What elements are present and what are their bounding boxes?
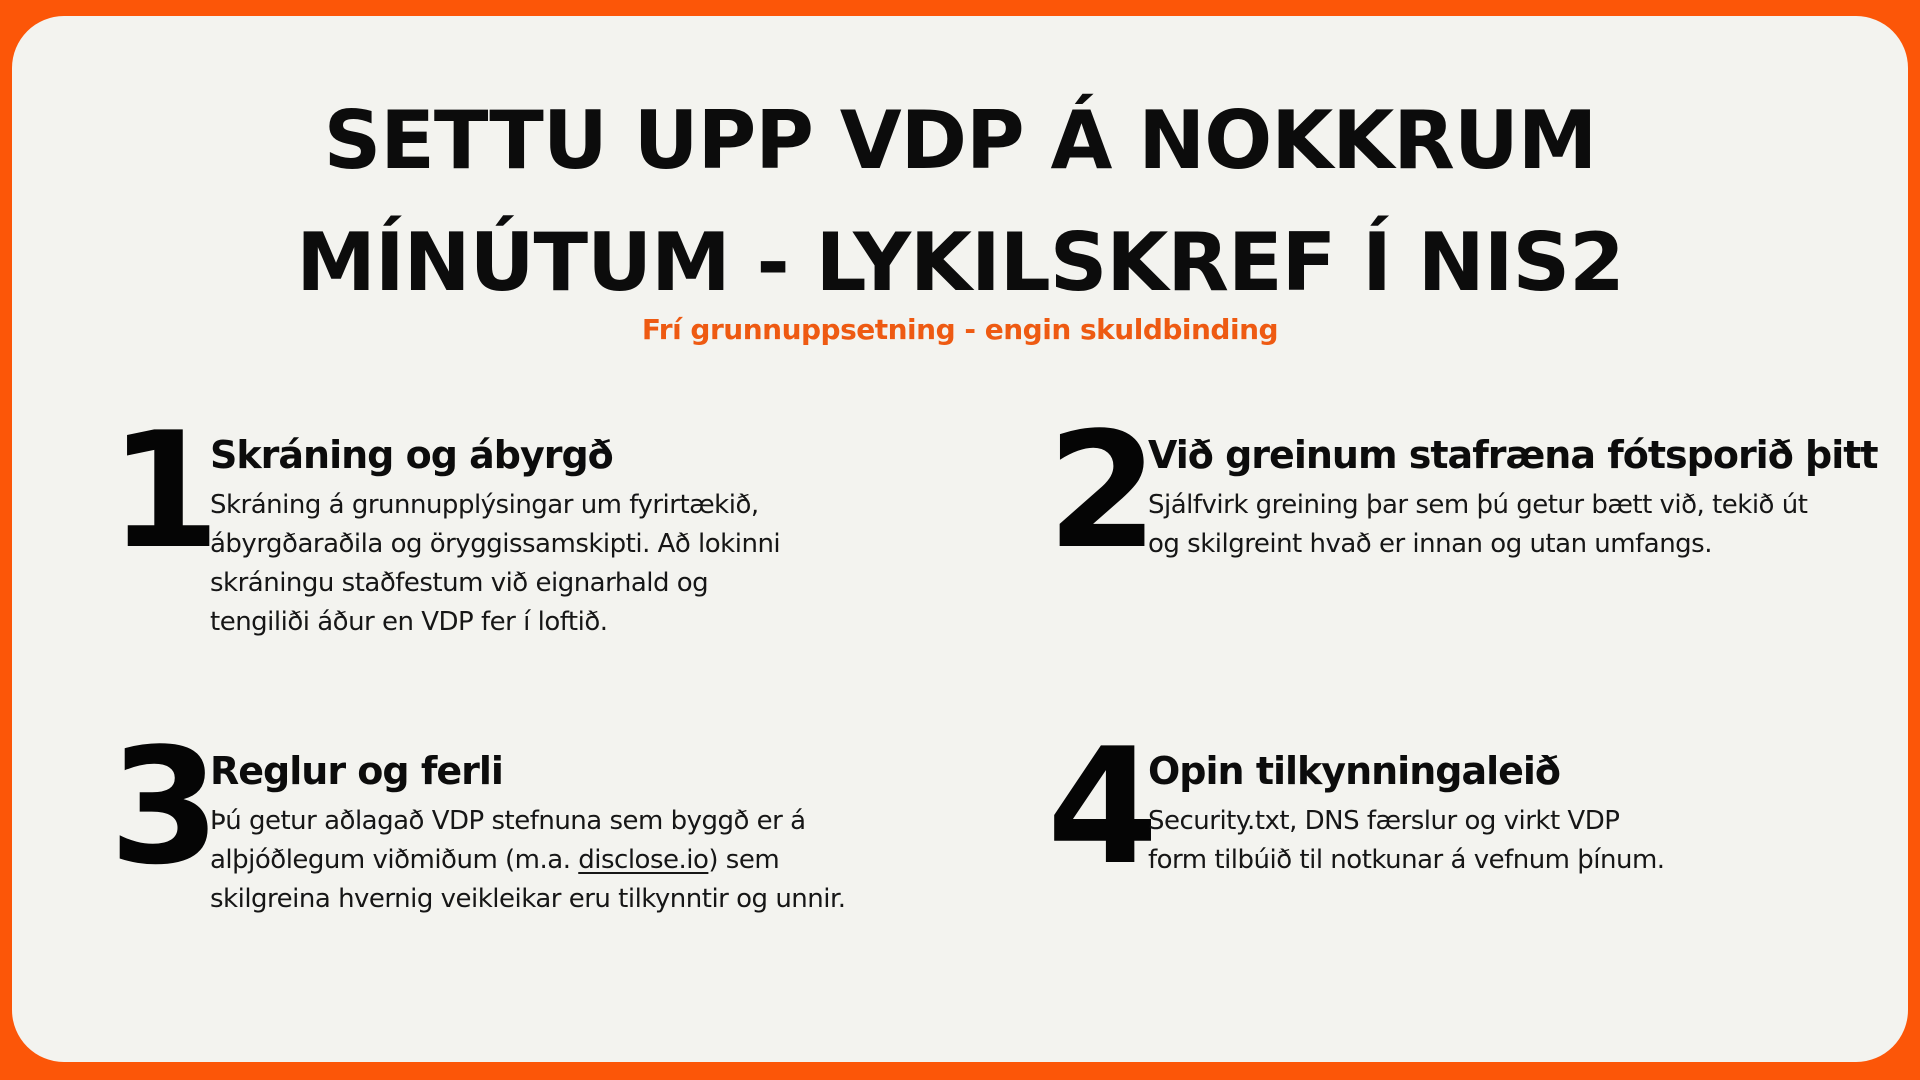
step-number: 4 [1047,713,1155,900]
step-number: 3 [109,713,217,900]
disclose-io-link[interactable]: disclose.io [578,845,709,875]
step-description-line: tengiliði áður en VDP fer í loftið. [210,607,608,637]
subtitle: Frí grunnuppsetning - engin skuldbinding [641,313,1279,346]
step-description-line: Skráning á grunnupplýsingar um fyrirtækið, [210,490,759,520]
step-3 [109,713,929,952]
step-2 [1047,397,1878,616]
step-title: Skráning og ábyrgð [210,433,613,477]
step-description-line: ábyrgðaraðila og öryggissamskipti. Að lokinni [210,529,781,559]
step-description [1148,486,1807,564]
step-description [210,802,846,919]
page-title-line-1: SETTU UPP VDP Á NOKKRUM [323,94,1597,187]
step-description-line: form tilbúið til notkunar á vefnum þínum. [1148,845,1665,875]
content-card [12,16,1908,1062]
step-description-line: skilgreina hvernig veikleikar eru tilkynntir og unnir. [210,884,846,914]
step-title: Reglur og ferli [210,749,503,793]
step-description [1148,802,1665,880]
step-number: 1 [109,397,217,584]
step-description-line: Sjálfvirk greining þar sem þú getur bætt við, tekið út [1148,490,1808,520]
step-description-text: alþjóðlegum viðmiðum (m.a. [210,845,579,875]
step-1 [109,397,889,676]
step-description-line: og skilgreint hvað er innan og utan umfangs. [1148,529,1712,559]
step-description-line [210,841,846,880]
step-description-line: Security.txt, DNS færslur og virkt VDP [1148,806,1620,836]
step-title: Opin tilkynningaleið [1148,749,1561,793]
step-description-text: ) sem [708,845,780,875]
step-description-line: skráningu staðfestum við eignarhald og [210,568,709,598]
step-description [210,486,780,642]
page-title-line-2: MÍNÚTUM - LYKILSKREF Í NIS2 [296,216,1624,309]
step-title: Við greinum stafræna fótsporið þitt [1148,433,1878,477]
step-number: 2 [1047,397,1155,584]
step-description-line: Þú getur aðlagað VDP stefnuna sem byggð er á [210,806,806,836]
page-title [12,80,1908,324]
step-4 [1047,713,1867,932]
